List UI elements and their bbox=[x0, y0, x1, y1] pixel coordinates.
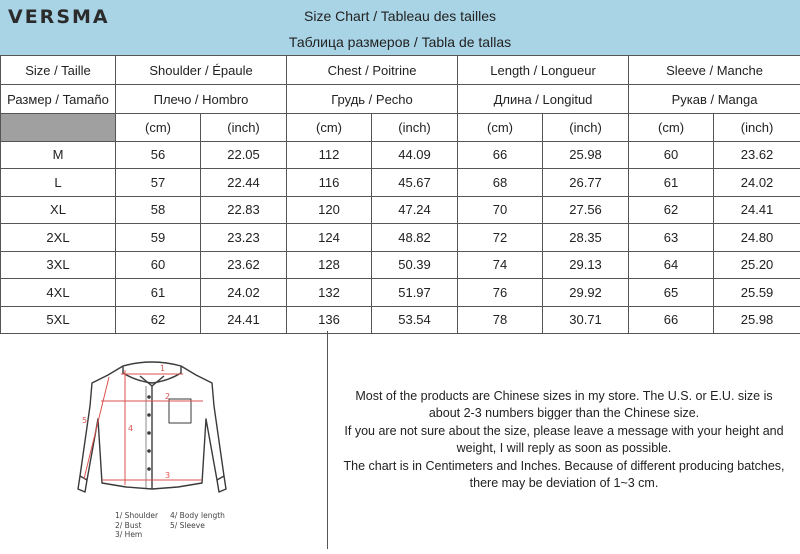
value-cell: 66 bbox=[629, 306, 714, 334]
value-cell: 23.23 bbox=[201, 224, 287, 252]
unit-header-cell: (cm) bbox=[287, 114, 372, 142]
value-cell: 78 bbox=[458, 306, 543, 334]
size-table bbox=[0, 55, 800, 334]
chart-subtitle: Таблица размеров / Tabla de tallas bbox=[0, 34, 800, 50]
header-row-alt bbox=[1, 85, 800, 114]
table-row bbox=[1, 224, 800, 252]
blank-gray-cell bbox=[1, 114, 116, 142]
group-header-length-alt: Длина / Longitud bbox=[458, 85, 629, 114]
note-line: Most of the products are Chinese sizes in my store. The U.S. or E.U. size is bbox=[344, 388, 785, 406]
unit-header-cell: (inch) bbox=[714, 114, 800, 142]
value-cell: 45.67 bbox=[372, 169, 458, 197]
value-cell: 22.83 bbox=[201, 196, 287, 224]
size-cell: XL bbox=[1, 196, 116, 224]
measure-label-4: 4 bbox=[128, 424, 133, 433]
value-cell: 66 bbox=[458, 141, 543, 169]
value-cell: 74 bbox=[458, 251, 543, 279]
legend-hem: 3/ Hem bbox=[115, 530, 170, 540]
group-header-sleeve: Sleeve / Manche bbox=[629, 56, 800, 85]
shirt-buttons bbox=[147, 395, 151, 471]
value-cell: 124 bbox=[287, 224, 372, 252]
value-cell: 64 bbox=[629, 251, 714, 279]
group-header-chest-alt: Грудь / Pecho bbox=[287, 85, 458, 114]
value-cell: 59 bbox=[116, 224, 201, 252]
note-line: about 2-3 numbers bigger than the Chinese size. bbox=[344, 405, 785, 423]
legend-bust: 2/ Bust bbox=[115, 521, 170, 531]
value-cell: 132 bbox=[287, 279, 372, 307]
value-cell: 60 bbox=[629, 141, 714, 169]
size-cell: 3XL bbox=[1, 251, 116, 279]
value-cell: 25.20 bbox=[714, 251, 800, 279]
value-cell: 30.71 bbox=[543, 306, 629, 334]
value-cell: 57 bbox=[116, 169, 201, 197]
header-banner bbox=[0, 0, 800, 56]
measure-label-1: 1 bbox=[160, 364, 165, 373]
value-cell: 50.39 bbox=[372, 251, 458, 279]
value-cell: 112 bbox=[287, 141, 372, 169]
value-cell: 65 bbox=[629, 279, 714, 307]
unit-header-cell: (cm) bbox=[629, 114, 714, 142]
value-cell: 24.02 bbox=[201, 279, 287, 307]
bottom-section bbox=[0, 331, 800, 549]
table-row bbox=[1, 141, 800, 169]
notes-text bbox=[344, 388, 785, 493]
size-header-cell-alt: Размер / Tamaño bbox=[1, 85, 116, 114]
table-row bbox=[1, 306, 800, 334]
unit-header-cell: (inch) bbox=[372, 114, 458, 142]
value-cell: 29.92 bbox=[543, 279, 629, 307]
value-cell: 44.09 bbox=[372, 141, 458, 169]
table-row bbox=[1, 251, 800, 279]
value-cell: 24.41 bbox=[714, 196, 800, 224]
value-cell: 26.77 bbox=[543, 169, 629, 197]
value-cell: 62 bbox=[116, 306, 201, 334]
units-row bbox=[1, 114, 800, 142]
value-cell: 51.97 bbox=[372, 279, 458, 307]
value-cell: 23.62 bbox=[201, 251, 287, 279]
brand-logo: VERSMA bbox=[8, 6, 110, 28]
value-cell: 60 bbox=[116, 251, 201, 279]
legend-sleeve: 5/ Sleeve bbox=[170, 521, 225, 531]
unit-header-cell: (inch) bbox=[201, 114, 287, 142]
measure-label-3: 3 bbox=[165, 471, 170, 480]
value-cell: 25.98 bbox=[543, 141, 629, 169]
size-notes bbox=[328, 331, 800, 549]
size-cell: 2XL bbox=[1, 224, 116, 252]
value-cell: 25.98 bbox=[714, 306, 800, 334]
size-cell: 5XL bbox=[1, 306, 116, 334]
value-cell: 22.44 bbox=[201, 169, 287, 197]
table-row bbox=[1, 169, 800, 197]
shirt-outline bbox=[78, 362, 226, 492]
measure-label-5: 5 bbox=[82, 416, 87, 425]
value-cell: 53.54 bbox=[372, 306, 458, 334]
header-row bbox=[1, 56, 800, 85]
value-cell: 27.56 bbox=[543, 196, 629, 224]
size-cell: 4XL bbox=[1, 279, 116, 307]
measure-label-2: 2 bbox=[165, 392, 170, 401]
value-cell: 70 bbox=[458, 196, 543, 224]
value-cell: 24.41 bbox=[201, 306, 287, 334]
group-header-sleeve-alt: Рукав / Manga bbox=[629, 85, 800, 114]
value-cell: 25.59 bbox=[714, 279, 800, 307]
value-cell: 72 bbox=[458, 224, 543, 252]
value-cell: 23.62 bbox=[714, 141, 800, 169]
value-cell: 68 bbox=[458, 169, 543, 197]
size-cell: M bbox=[1, 141, 116, 169]
value-cell: 28.35 bbox=[543, 224, 629, 252]
value-cell: 58 bbox=[116, 196, 201, 224]
size-cell: L bbox=[1, 169, 116, 197]
value-cell: 47.24 bbox=[372, 196, 458, 224]
value-cell: 56 bbox=[116, 141, 201, 169]
note-line: If you are not sure about the size, please leave a message with your height and bbox=[344, 423, 785, 441]
value-cell: 62 bbox=[629, 196, 714, 224]
value-cell: 61 bbox=[629, 169, 714, 197]
table-row bbox=[1, 279, 800, 307]
diagram-legend bbox=[115, 511, 225, 540]
measurement-diagram bbox=[0, 331, 328, 549]
value-cell: 116 bbox=[287, 169, 372, 197]
value-cell: 48.82 bbox=[372, 224, 458, 252]
value-cell: 120 bbox=[287, 196, 372, 224]
table-row bbox=[1, 196, 800, 224]
value-cell: 128 bbox=[287, 251, 372, 279]
value-cell: 24.80 bbox=[714, 224, 800, 252]
legend-body-length: 4/ Body length bbox=[170, 511, 225, 521]
group-header-shoulder: Shoulder / Épaule bbox=[116, 56, 287, 85]
chart-title: Size Chart / Tableau des tailles bbox=[0, 8, 800, 24]
value-cell: 24.02 bbox=[714, 169, 800, 197]
value-cell: 76 bbox=[458, 279, 543, 307]
value-cell: 63 bbox=[629, 224, 714, 252]
value-cell: 61 bbox=[116, 279, 201, 307]
note-line: there may be deviation of 1~3 cm. bbox=[344, 475, 785, 493]
measure-lines bbox=[84, 370, 203, 485]
value-cell: 29.13 bbox=[543, 251, 629, 279]
unit-header-cell: (cm) bbox=[116, 114, 201, 142]
note-line: weight, I will reply as soon as possible. bbox=[344, 440, 785, 458]
note-line: The chart is in Centimeters and Inches. Because of different producing batches, bbox=[344, 458, 785, 476]
group-header-chest: Chest / Poitrine bbox=[287, 56, 458, 85]
value-cell: 136 bbox=[287, 306, 372, 334]
unit-header-cell: (cm) bbox=[458, 114, 543, 142]
group-header-length: Length / Longueur bbox=[458, 56, 629, 85]
unit-header-cell: (inch) bbox=[543, 114, 629, 142]
group-header-shoulder-alt: Плечо / Hombro bbox=[116, 85, 287, 114]
size-header-cell: Size / Taille bbox=[1, 56, 116, 85]
legend-shoulder: 1/ Shoulder bbox=[115, 511, 170, 521]
value-cell: 22.05 bbox=[201, 141, 287, 169]
